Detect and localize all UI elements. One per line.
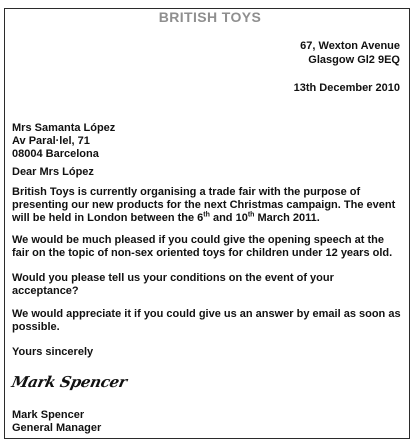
signer-name: Mark Spencer bbox=[12, 409, 85, 421]
text-segment: and 10 bbox=[209, 212, 248, 224]
paragraph-line: Would you please tell us your conditions on the event of your bbox=[12, 272, 334, 284]
salutation: Dear Mrs López bbox=[12, 166, 94, 178]
paragraph-conditions bbox=[12, 272, 404, 298]
text-segment: will be held in London between the 6 bbox=[12, 212, 204, 224]
paragraph-trade-fair bbox=[12, 186, 404, 225]
recipient-line: Mrs Samanta López bbox=[12, 122, 116, 134]
sender-address bbox=[300, 39, 400, 67]
ordinal-suffix: th bbox=[203, 211, 210, 219]
ordinal-suffix: th bbox=[247, 211, 255, 219]
recipient-address bbox=[12, 122, 404, 161]
sender-address-line: Glasgow Gl2 9EQ bbox=[308, 54, 400, 66]
paragraph-line: We would be much pleased if you could give the opening speech at the bbox=[12, 234, 385, 246]
closing: Yours sincerely bbox=[12, 346, 94, 358]
paragraph-reply-request bbox=[12, 308, 404, 334]
paragraph-line: fair on the topic of non-sex oriented toys for children under 12 years old. bbox=[12, 247, 393, 259]
recipient-line: Av Paral·lel, 71 bbox=[12, 135, 90, 147]
paragraph-line: acceptance? bbox=[12, 285, 79, 297]
signer-block bbox=[12, 409, 404, 435]
text-segment: March 2011. bbox=[254, 212, 320, 224]
letter-date: 13th December 2010 bbox=[293, 82, 400, 94]
handwritten-signature: Mark Spencer bbox=[10, 373, 129, 391]
letterhead: BRITISH TOYS bbox=[158, 9, 262, 25]
signer-title: General Manager bbox=[12, 422, 102, 434]
paragraph-line: presenting our new products for the next Christmas campaign. The event bbox=[12, 199, 396, 211]
recipient-line: 08004 Barcelona bbox=[12, 148, 99, 160]
paragraph-opening-speech bbox=[12, 234, 404, 260]
paragraph-line: possible. bbox=[12, 321, 60, 333]
sender-address-line: 67, Wexton Avenue bbox=[300, 40, 400, 52]
paragraph-line: British Toys is currently organising a trade fair with the purpose of bbox=[12, 186, 361, 198]
paragraph-line: We would appreciate it if you could give us an answer by email as soon as bbox=[12, 308, 401, 320]
paragraph-line bbox=[12, 212, 404, 225]
